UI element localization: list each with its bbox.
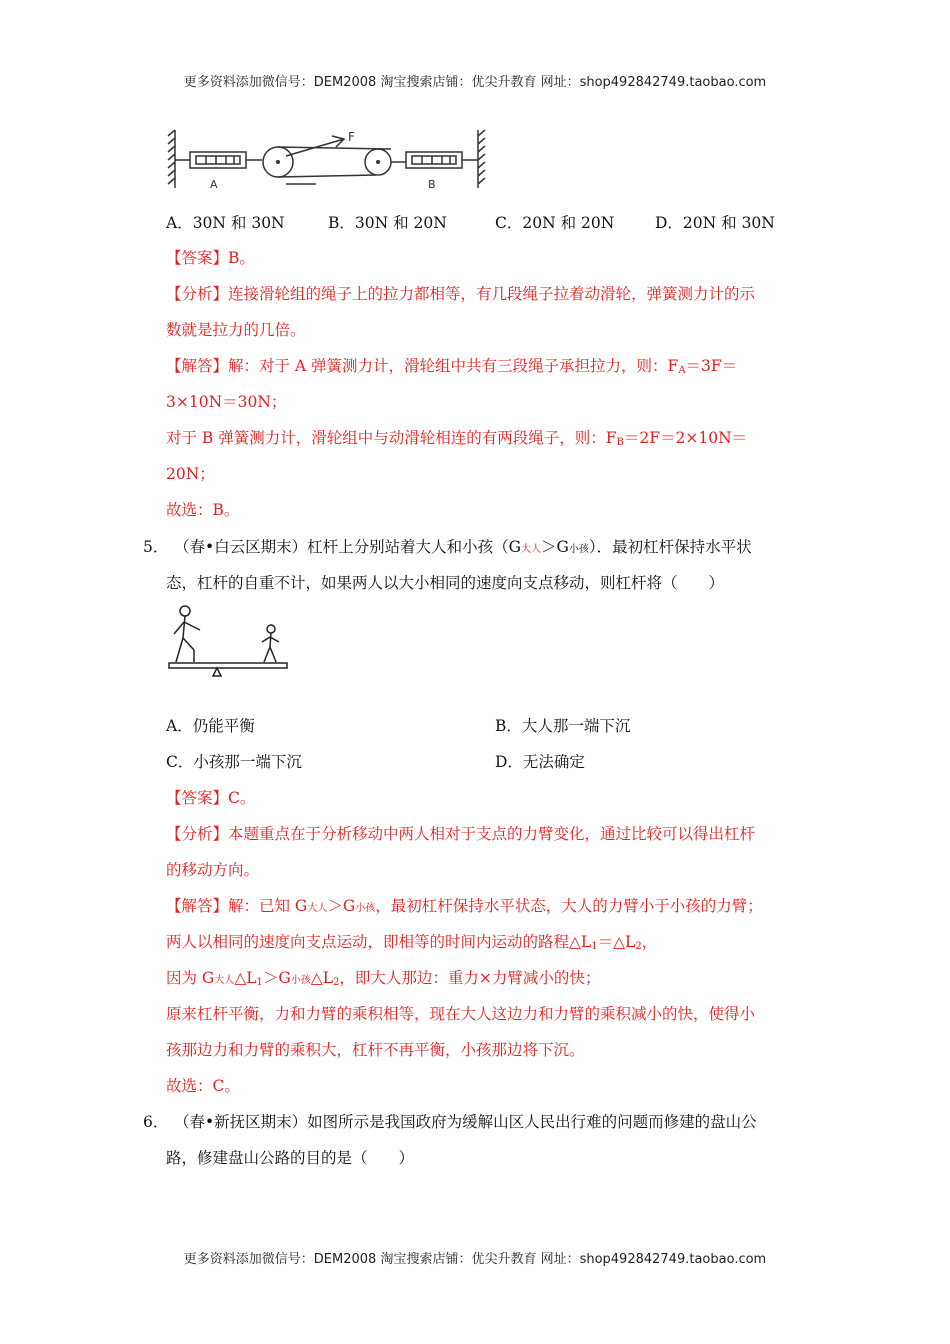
q5-analysis-line-1: 【分析】本题重点在于分析移动中两人相对于支点的力臂变化，通过比较可以得出杠杆 xyxy=(166,825,756,843)
q4-solution-line-4: 20N； xyxy=(166,465,215,483)
q6-number: 6． xyxy=(143,1113,169,1131)
pulley-spring-figure xyxy=(166,126,486,190)
q5-stem-line-1: （春•白云区期末）杠杆上分别站着大人和小孩（G大人＞G小孩）．最初杠杆保持水平状 xyxy=(174,538,752,556)
q4-answer: 【答案】B。 xyxy=(166,249,255,267)
q5-answer: 【答案】C。 xyxy=(166,789,256,807)
q4-solution-line-1: 【解答】解：对于 A 弹簧测力计，滑轮组中共有三段绳子承担拉力，则：$F_A=3F=$ xyxy=(166,357,738,376)
q5-option-c: C．小孩那一端下沉 xyxy=(166,753,302,771)
q5-choice: 故选：C。 xyxy=(166,1077,240,1095)
q5-solution-line-1: 【解答】解：已知 G大人＞G小孩，最初杠杆保持水平状态，大人的力臂小于小孩的力臂； xyxy=(166,897,763,915)
force-label: F xyxy=(348,130,355,144)
q6-stem-line-2: 路，修建盘山公路的目的是（ ） xyxy=(166,1149,415,1167)
q5-analysis-line-2: 的移动方向。 xyxy=(166,861,260,879)
page-header: 更多资料添加微信号：DEM2008 淘宝搜索店铺：优尖升教育 网址：shop492842749.taobao.com xyxy=(183,75,767,90)
lever-figure xyxy=(166,602,290,680)
q5-option-d: D．无法确定 xyxy=(495,753,585,771)
q4-option-b: B．30N 和 20N xyxy=(328,214,447,232)
spring-b-label: B xyxy=(428,178,436,190)
q5-stem-line-2: 态，杠杆的自重不计，如果两人以大小相同的速度向支点移动，则杠杆将（ ） xyxy=(166,574,725,592)
q5-solution-line-2: 两人以相同的速度向支点运动，即相等的时间内运动的路程$\triangle L_1=\triangle L_2$， xyxy=(166,933,658,952)
q5-option-b: B．大人那一端下沉 xyxy=(495,717,631,735)
q4-solution-line-3: 对于 B 弹簧测力计，滑轮组中与动滑轮相连的有两段绳子，则：$F_B=2F=2\times 10N=$ xyxy=(166,429,748,448)
q6-stem-line-1: （春•新抚区期末）如图所示是我国政府为缓解山区人民出行难的问题而修建的盘山公 xyxy=(174,1113,757,1131)
q5-solution-line-5: 孩那边力和力臂的乘积大，杠杆不再平衡，小孩那边将下沉。 xyxy=(166,1041,585,1059)
q4-choice: 故选：B。 xyxy=(166,501,240,519)
q4-analysis-line-1: 【分析】连接滑轮组的绳子上的拉力都相等，有几段绳子拉着动滑轮，弹簧测力计的示 xyxy=(166,285,756,303)
q4-solution-line-2: 3×10N＝30N； xyxy=(166,393,287,411)
q4-option-a: A．30N 和 30N xyxy=(166,214,285,232)
q5-solution-line-4: 原来杠杆平衡，力和力臂的乘积相等，现在大人这边力和力臂的乘积减小的快，使得小 xyxy=(166,1005,756,1023)
spring-a-label: A xyxy=(210,178,218,190)
q5-solution-line-3: 因为 G大人$\triangle L_1>G$小孩$\triangle L_2$，即大人那边：重力×力臂减小的快； xyxy=(166,969,601,988)
page-footer: 更多资料添加微信号：DEM2008 淘宝搜索店铺：优尖升教育 网址：shop492842749.taobao.com xyxy=(183,1252,767,1267)
q4-option-d: D．20N 和 30N xyxy=(655,214,775,232)
q5-number: 5． xyxy=(143,538,169,556)
q4-option-c: C．20N 和 20N xyxy=(495,214,615,232)
q5-option-a: A．仍能平衡 xyxy=(166,717,255,735)
q4-analysis-line-2: 数就是拉力的几倍。 xyxy=(166,321,306,339)
